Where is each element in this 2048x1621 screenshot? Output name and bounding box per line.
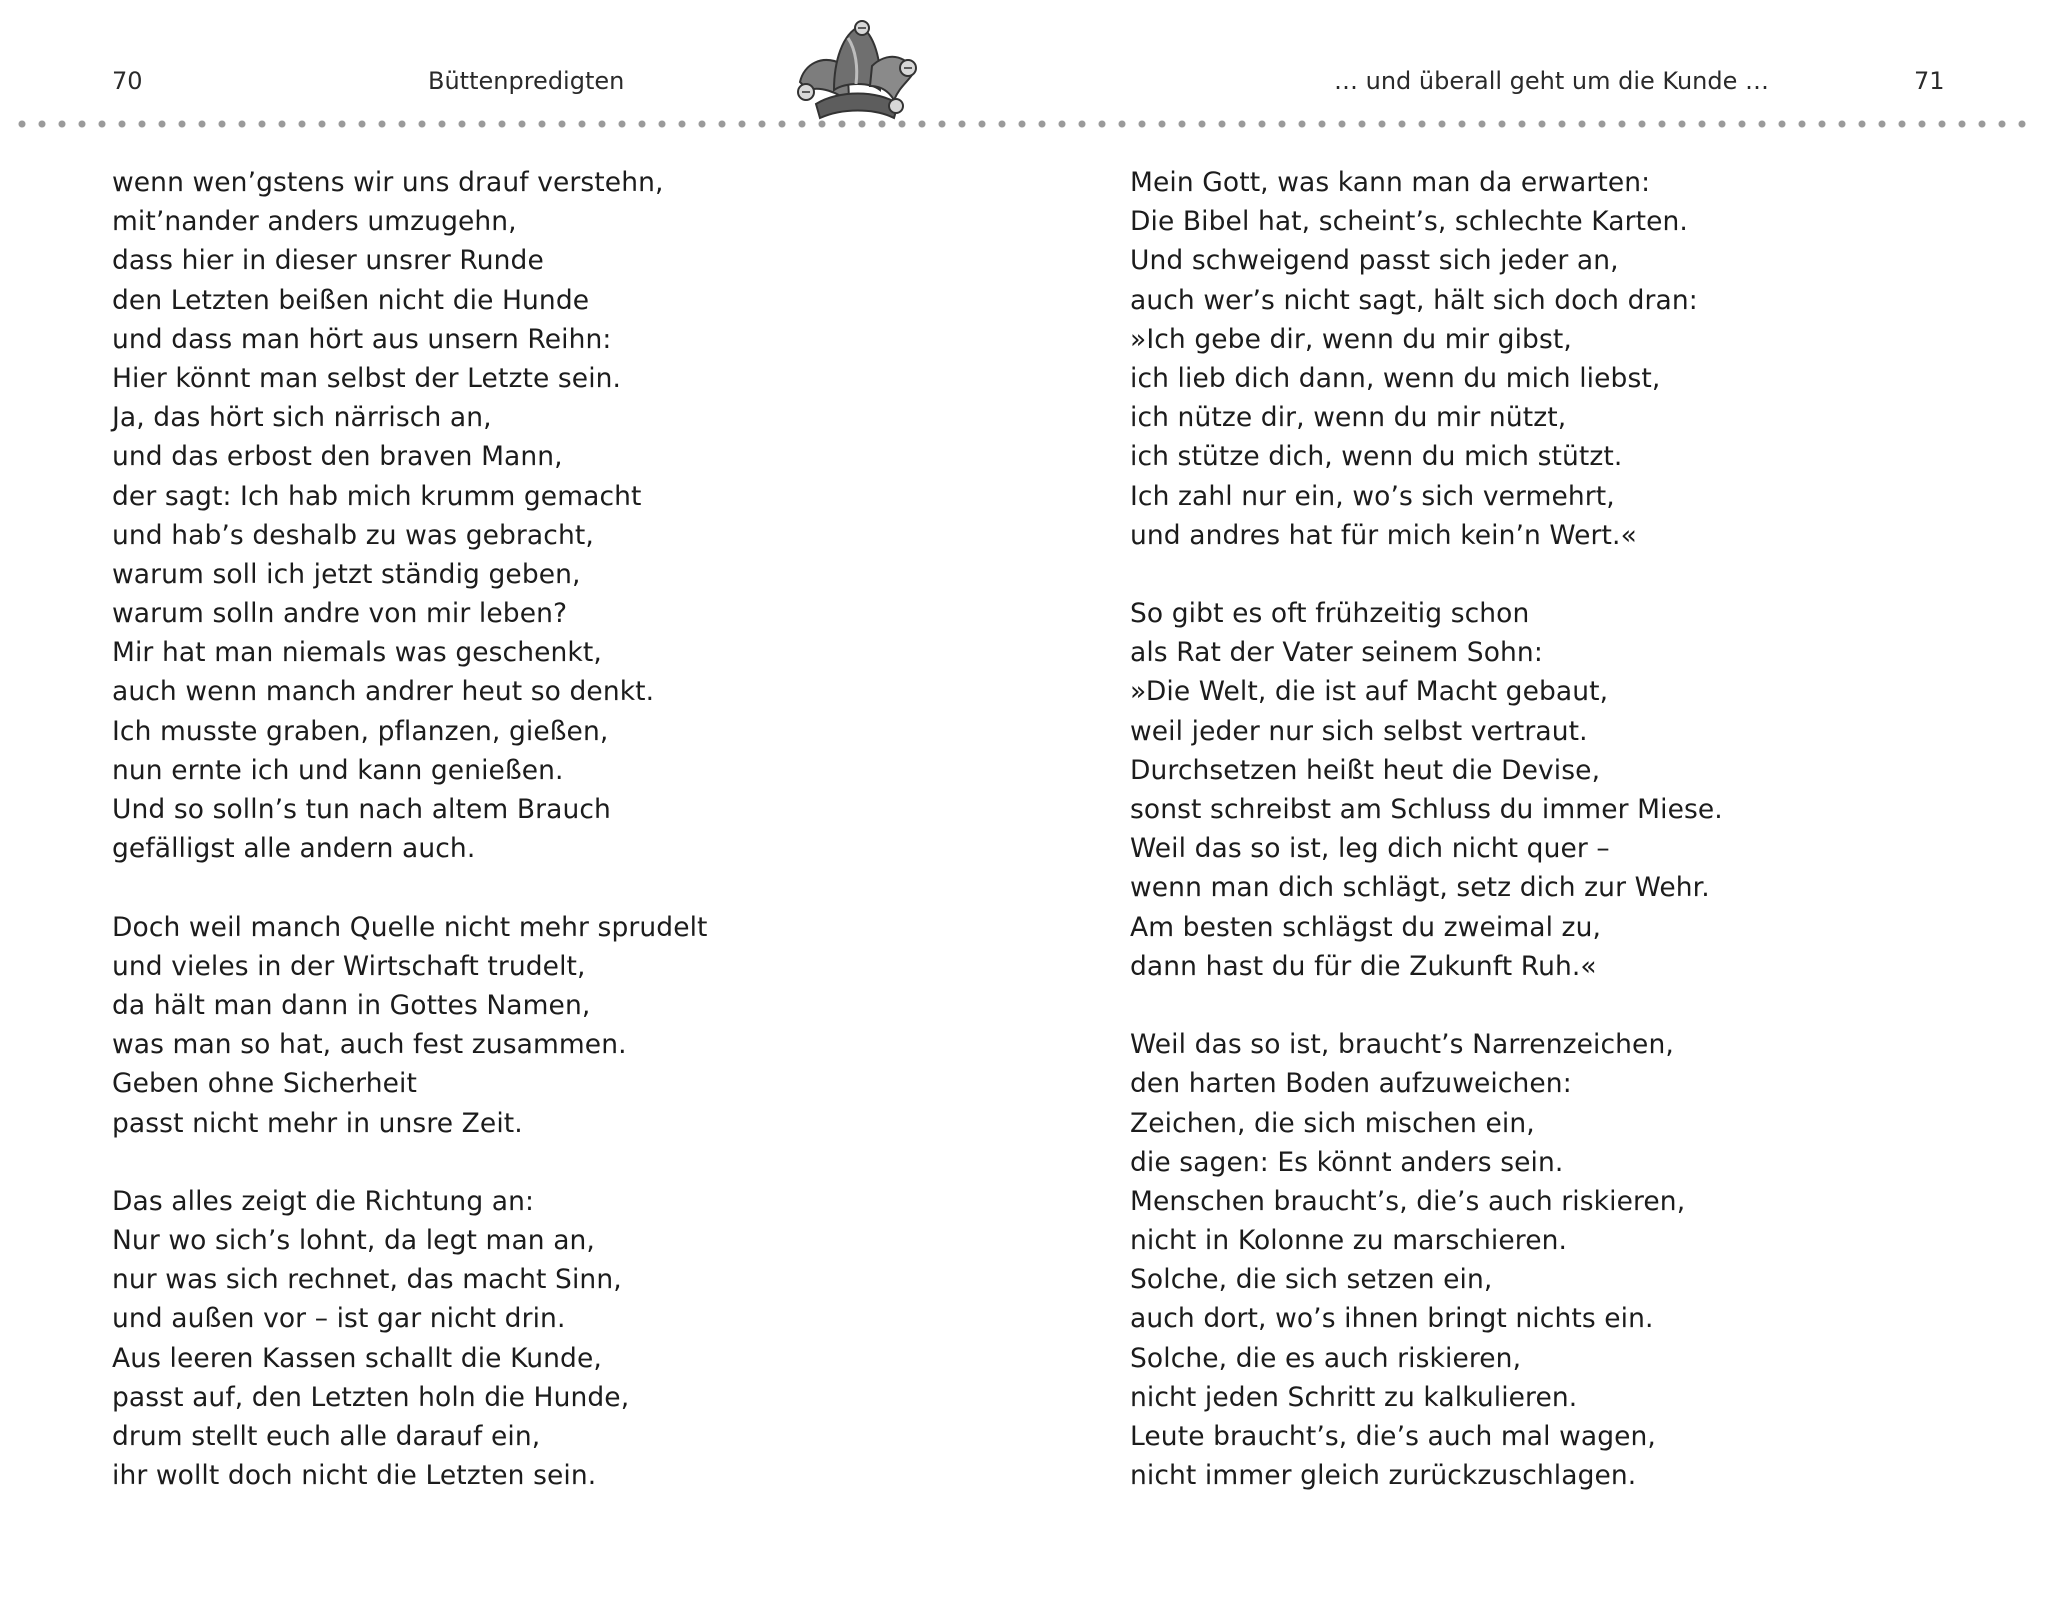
left-page-stanza — [112, 1182, 872, 1496]
verse-line: weil jeder nur sich selbst vertraut. — [1130, 715, 1588, 747]
verse-line: auch wer’s nicht sagt, hält sich doch dran: — [1130, 284, 1698, 316]
verse-line: Das alles zeigt die Richtung an: — [112, 1185, 535, 1217]
verse-line: Ich zahl nur ein, wo’s sich vermehrt, — [1130, 480, 1615, 512]
verse-line: warum soll ich jetzt ständig geben, — [112, 558, 581, 590]
left-running-title: Büttenpredigten — [428, 67, 625, 95]
verse-line: als Rat der Vater seinem Sohn: — [1130, 637, 1543, 669]
verse-line: mit’nander anders umzugehn, — [112, 206, 517, 238]
verse-line: und andres hat für mich kein’n Wert.« — [1130, 519, 1637, 551]
verse-line: auch dort, wo’s ihnen bringt nichts ein. — [1130, 1303, 1654, 1335]
verse-line: ich lieb dich dann, wenn du mich liebst, — [1130, 362, 1661, 394]
right-running-title: … und überall geht um die Kunde … — [1334, 67, 1770, 95]
verse-line: Zeichen, die sich mischen ein, — [1130, 1107, 1535, 1139]
verse-line: und vieles in der Wirtschaft trudelt, — [112, 950, 586, 982]
right-page-number: 71 — [1914, 67, 1945, 95]
verse-line: So gibt es oft frühzeitig schon — [1130, 598, 1530, 630]
right-page-poem — [1130, 163, 1890, 1535]
verse-line: und hab’s deshalb zu was gebracht, — [112, 519, 594, 551]
left-page-number: 70 — [112, 67, 143, 95]
verse-line: passt auf, den Letzten holn die Hunde, — [112, 1381, 630, 1413]
verse-line: Durchsetzen heißt heut die Devise, — [1130, 754, 1601, 786]
verse-line: Weil das so ist, leg dich nicht quer – — [1130, 833, 1610, 865]
verse-line: passt nicht mehr in unsre Zeit. — [112, 1107, 523, 1139]
verse-line: Mir hat man niemals was geschenkt, — [112, 637, 602, 669]
verse-line: nun ernte ich und kann genießen. — [112, 754, 564, 786]
verse-line: Aus leeren Kassen schallt die Kunde, — [112, 1342, 602, 1374]
verse-line: wenn man dich schlägt, setz dich zur Wehr. — [1130, 872, 1710, 904]
verse-line: Am besten schlägst du zweimal zu, — [1130, 911, 1601, 943]
verse-line: Und so solln’s tun nach altem Brauch — [112, 794, 611, 825]
header-dotted-rule — [12, 118, 2036, 130]
verse-line: ich stütze dich, wenn du mich stützt. — [1130, 441, 1623, 473]
verse-line: nicht jeden Schritt zu kalkulieren. — [1130, 1381, 1578, 1413]
verse-line: die sagen: Es könnt anders sein. — [1130, 1146, 1564, 1178]
verse-line: auch wenn manch andrer heut so denkt. — [112, 676, 655, 708]
verse-line: Die Bibel hat, scheint’s, schlechte Karten. — [1130, 206, 1688, 238]
jester-hat-icon — [790, 20, 924, 124]
verse-line: ihr wollt doch nicht die Letzten sein. — [112, 1460, 597, 1492]
verse-line: dann hast du für die Zukunft Ruh.« — [1130, 950, 1597, 982]
right-page-stanza — [1130, 163, 1890, 555]
verse-line: nicht in Kolonne zu marschieren. — [1130, 1225, 1568, 1257]
verse-line: Solche, die sich setzen ein, — [1130, 1264, 1493, 1296]
verse-line: »Ich gebe dir, wenn du mir gibst, — [1130, 323, 1572, 355]
verse-line: Leute braucht’s, die’s auch mal wagen, — [1130, 1421, 1656, 1452]
verse-line: nicht immer gleich zurückzuschlagen. — [1130, 1460, 1637, 1492]
verse-line: Mein Gott, was kann man da erwarten: — [1130, 167, 1651, 198]
verse-line: und dass man hört aus unsern Reihn: — [112, 323, 612, 355]
verse-line: gefälligst alle andern auch. — [112, 833, 476, 865]
right-page-stanza — [1130, 594, 1890, 986]
verse-line: dass hier in dieser unsrer Runde — [112, 245, 544, 277]
verse-line: Ja, das hört sich närrisch an, — [112, 402, 492, 434]
left-page-stanza — [112, 908, 872, 1143]
verse-line: und das erbost den braven Mann, — [112, 441, 563, 473]
left-page-poem — [112, 163, 872, 1535]
verse-line: Hier könnt man selbst der Letzte sein. — [112, 362, 622, 394]
verse-line: Solche, die es auch riskieren, — [1130, 1342, 1522, 1374]
verse-line: Weil das so ist, braucht’s Narrenzeichen, — [1130, 1029, 1674, 1061]
verse-line: ich nütze dir, wenn du mir nützt, — [1130, 402, 1567, 434]
verse-line: sonst schreibst am Schluss du immer Miese. — [1130, 794, 1723, 825]
verse-line: da hält man dann in Gottes Namen, — [112, 989, 591, 1021]
verse-line: Nur wo sich’s lohnt, da legt man an, — [112, 1225, 595, 1257]
verse-line: Und schweigend passt sich jeder an, — [1130, 245, 1619, 277]
verse-line: was man so hat, auch fest zusammen. — [112, 1029, 627, 1061]
verse-line: Geben ohne Sicherheit — [112, 1068, 417, 1100]
verse-line: den harten Boden aufzuweichen: — [1130, 1068, 1572, 1100]
verse-line: drum stellt euch alle darauf ein, — [112, 1421, 541, 1452]
verse-line: den Letzten beißen nicht die Hunde — [112, 284, 590, 316]
right-page-stanza — [1130, 1025, 1890, 1495]
verse-line: Ich musste graben, pflanzen, gießen, — [112, 715, 609, 747]
verse-line: warum solln andre von mir leben? — [112, 598, 568, 630]
verse-line: wenn wen’gstens wir uns drauf verstehn, — [112, 167, 664, 198]
verse-line: Doch weil manch Quelle nicht mehr sprudelt — [112, 911, 708, 943]
verse-line: »Die Welt, die ist auf Macht gebaut, — [1130, 676, 1609, 708]
left-page-stanza — [112, 163, 872, 868]
verse-line: und außen vor – ist gar nicht drin. — [112, 1303, 566, 1335]
verse-line: der sagt: Ich hab mich krumm gemacht — [112, 480, 642, 512]
verse-line: nur was sich rechnet, das macht Sinn, — [112, 1264, 622, 1296]
verse-line: Menschen braucht’s, die’s auch riskieren, — [1130, 1185, 1686, 1217]
